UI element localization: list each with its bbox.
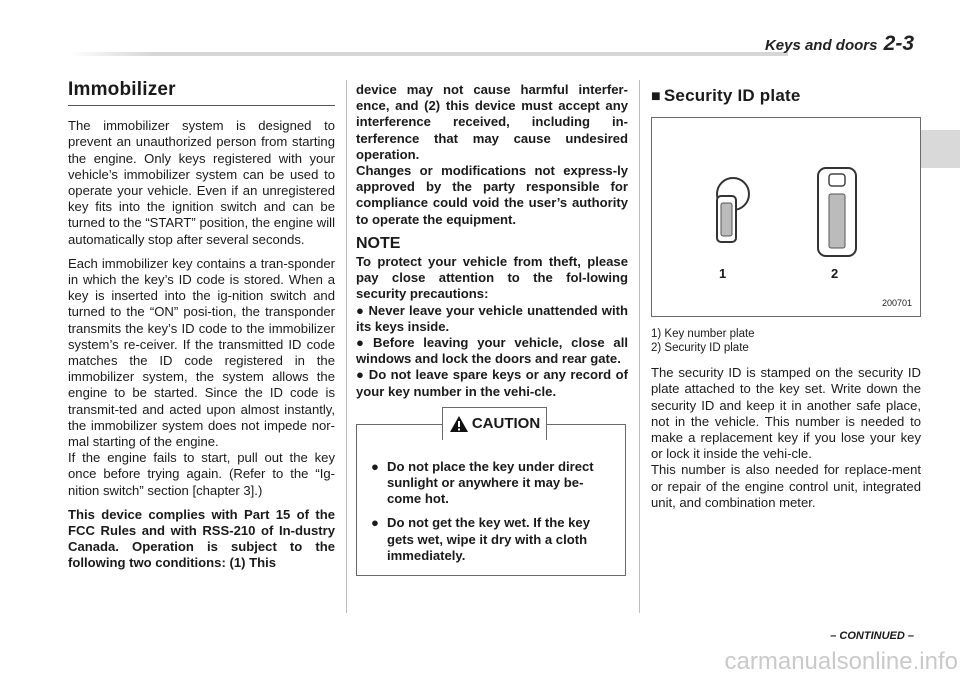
caution-list <box>357 425 625 564</box>
note-item: ● Never leave your vehicle unattended with its keys inside. <box>356 302 628 334</box>
header-rule <box>68 52 788 56</box>
figure-label-1: 1 <box>719 266 727 282</box>
caution-box <box>356 414 626 576</box>
fcc-modification-warning: Changes or modifications not express-ly approved by the party responsible for compliance could void the user’s authority to operate the equipment. <box>356 163 628 227</box>
note-title: NOTE <box>356 234 401 252</box>
page-number: 2-3 <box>883 32 914 55</box>
column-middle <box>356 82 628 576</box>
key-plates-figure <box>651 117 921 317</box>
column-right <box>651 88 921 519</box>
legend-item: 2) Security ID plate <box>651 342 749 355</box>
watermark: carmanualsonline.info <box>724 648 958 675</box>
paragraph: If the engine fails to start, pull out the key once before trying again. (Refer to the “Ig-nition switch” section [chapter 3].) <box>68 450 335 498</box>
note-text: To protect your vehicle from theft, please pay close attention to the fol-lowing security precautions: <box>356 254 628 302</box>
subsection-title: ■ Security ID plate <box>651 86 801 105</box>
page-header <box>765 32 914 56</box>
key-plates-illustration <box>652 118 922 318</box>
figure-label-2: 2 <box>831 266 839 282</box>
figure-legend <box>651 327 921 355</box>
section-title: Immobilizer <box>68 82 335 106</box>
paragraph: Each immobilizer key contains a tran-sponder in which the key’s ID code is stored. When a key is inserted into the ig-nition switch and turned to the “ON” posi-tion, the transponder transmits the key’s ID code to the immobilizer system’s re-ceiver. If the transmitted ID code matches the ID code registered in the immobilizer system, the system allows the engine to be started. Since the ID code is transmit-ted and acted upon almost instantly, the immobilizer system does not impede nor-mal starting of the engine. <box>68 255 335 450</box>
caution-title: CAUTION <box>471 414 541 432</box>
legend-item: 1) Key number plate <box>651 328 755 341</box>
chapter-side-tab <box>920 130 960 168</box>
paragraph: This number is also needed for replace-ment or repair of the engine control unit, integrated unit, and combination meter. <box>651 462 921 510</box>
chapter-title: Keys and doors <box>764 37 878 54</box>
note-item: ● Before leaving your vehicle, close all windows and lock the doors and rear gate. <box>356 335 628 367</box>
caution-item: ● Do not place the key under direct sunlight or anywhere it may be-come hot. <box>371 458 594 507</box>
figure-code: 200701 <box>881 298 912 308</box>
note-item: ● Do not leave spare keys or any record of your key number in the vehi-cle. <box>356 367 628 399</box>
caution-header <box>442 407 547 440</box>
column-divider <box>346 80 347 613</box>
column-left <box>68 79 335 580</box>
warning-triangle-icon <box>449 415 469 433</box>
paragraph: The security ID is stamped on the security ID plate attached to the key set. Write down the security ID and keep it in another safe place, not in the vehicle. This number is needed to make a replacement key if you lose your key or lock it inside the vehi-cle. <box>651 365 921 462</box>
paragraph: The immobilizer system is designed to prevent an unauthorized person from starting the engine. Only keys registered with your vehicle’s immobilizer system can be used to operate your vehicle. Even if an unregistered key fits into the ignition switch and can be turned to the “START” position, the engine will automatically stop after several seconds. <box>68 118 335 247</box>
column-divider <box>639 80 640 613</box>
caution-item: ● Do not get the key wet. If the key gets wet, wipe it dry with a cloth immediately. <box>371 515 590 563</box>
continued-marker: – CONTINUED – <box>830 630 914 642</box>
fcc-paragraph-continued: device may not cause harmful interfer-ence, and (2) this device must accept any interference received, including in-terference that may cause undesired operation. <box>356 82 628 162</box>
fcc-paragraph: This device complies with Part 15 of the FCC Rules and with RSS-210 of In-dustry Canada. Operation is subject to the following two conditions: (1) This <box>68 506 335 571</box>
